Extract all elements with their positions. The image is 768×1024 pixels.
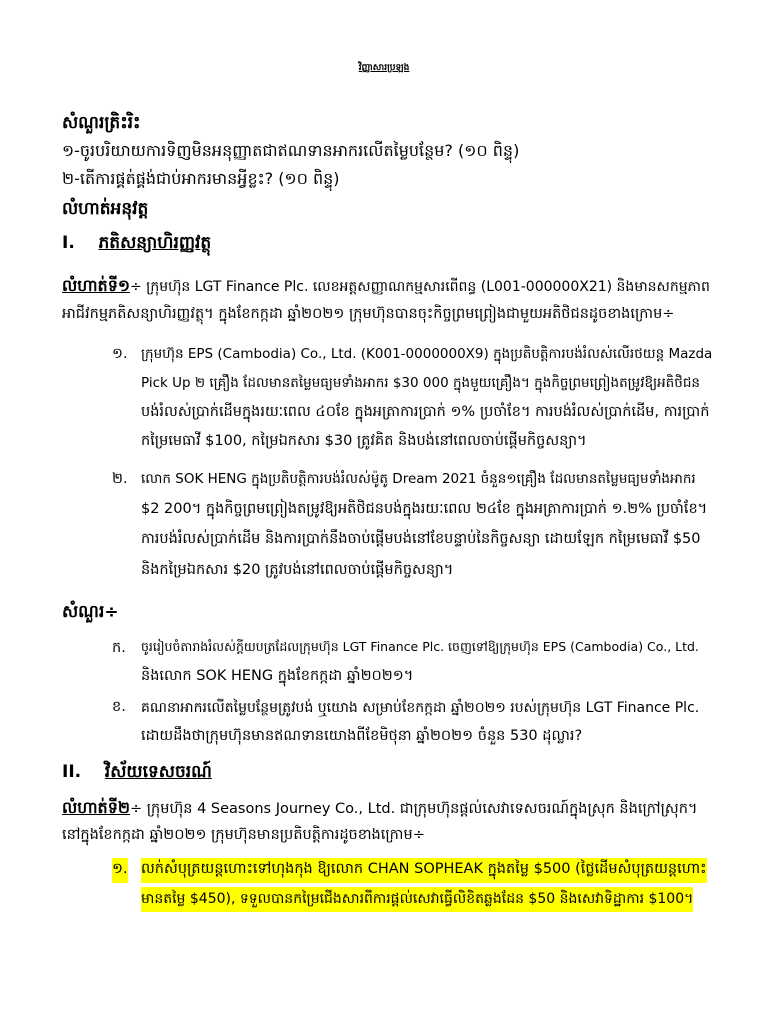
questions-heading: សំណួរត្រិះរិះ — [62, 113, 141, 133]
section1-item1-line: កម្រៃមេធាវី $100, កម្រៃឯកសារ $30 ត្រូវគិត និងបង់នៅពេលចាប់ផ្តើមកិច្ចសន្យា។ — [141, 433, 587, 449]
section1-intro-line2: អាជីវកម្មភតិសន្យាហិរញ្ញវត្ថុ។ ក្នុងខែកក្កដា ឆ្នាំ២០២១ ក្រុមហ៊ុនបានចុះកិច្ចព្រមព្រៀងជាមួយអតិថិជនដូចខាងក្រោម÷ — [62, 306, 675, 322]
question-2: ២-តើការផ្គត់ផ្គង់ជាប់អាករមានអ្វីខ្លះ? (១០ ពិន្ទុ) — [62, 169, 340, 188]
section2-title: វិស័យទេសចរណ៍ — [104, 762, 212, 782]
sub-question-a-line: ចូររៀបចំតារាងរំលស់ក្តីយបត្រដែលក្រុមហ៊ុន LGT Finance Plc. ចេញទៅឱ្យក្រុមហ៊ុន EPS (Cambodia) Co., Ltd. — [141, 639, 699, 654]
exercise2-label: លំហាត់ទី២ — [62, 798, 130, 817]
sub-question-b-letter: ខ. — [112, 699, 126, 715]
section1-number: I. — [62, 233, 75, 253]
section2-intro-line2: នៅក្នុងខែកក្កដា ឆ្នាំ២០២១ ក្រុមហ៊ុនមានប្រតិបត្តិការដូចខាងក្រោម÷ — [62, 827, 425, 843]
section1-item1-line: ក្រុមហ៊ុន EPS (Cambodia) Co., Ltd. (K001-0000000X9) ក្នុងប្រតិបត្តិការបង់រំលស់លើរថយន្ត Mazda — [141, 346, 713, 362]
section1-item2-line: លោក SOK HENG ក្នុងប្រតិបត្តិការបង់រំលស់ម៉ូតូ Dream 2021 ចំនួន១គ្រឿង ដែលមានតម្លៃមធ្យមទាំងអាករ — [141, 471, 696, 487]
section1-item1-line: បង់រំលស់ប្រាក់ដើមក្នុងរយៈពេល ៤០ខែ ក្នុងអត្រាការប្រាក់ ១% ប្រចាំខែ។ ការបង់រំលស់ប្រាក់ដើម, ការប្រាក់ — [141, 404, 710, 420]
section1-heading — [62, 232, 211, 257]
section1-item2-number: ២. — [112, 471, 128, 487]
section1-item2-line: ការបង់រំលស់ប្រាក់ដើម និងការប្រាក់នឹងចាប់ផ្តើមបង់នៅខែបន្ទាប់នៃកិច្ចសន្យា ដោយឡែក កម្រៃមេធាវី $50 — [141, 531, 701, 547]
sub-question-a-letter: ក. — [112, 640, 126, 656]
section2-intro-line1: លំហាត់ទី២÷ ក្រុមហ៊ុន 4 Seasons Journey Co., Ltd. ជាក្រុមហ៊ុនផ្តល់សេវាទេសចរណ៍ក្នុងស្រុក និងក្រៅស្រុក។ — [62, 798, 698, 817]
section1-item2-line: $2 200។ ក្នុងកិច្ចព្រមព្រៀងតម្រូវឱ្យអតិថិជនបង់ក្នុងរយៈពេល ២៤ខែ ក្នុងអត្រាការប្រាក់ ១.២% ប្រចាំខែ។ — [141, 501, 708, 517]
section2-item1-line: លក់សំបុត្រយន្តហោះទៅហុងកុង ឱ្យលោក CHAN SOPHEAK ក្នុងតម្លៃ $500 (ថ្លៃដើមសំបុត្រយន្តហោះ — [141, 858, 707, 883]
section2-number: II. — [62, 762, 82, 782]
section1-item2-line: និងកម្រៃឯកសារ $20 ត្រូវបង់នៅពេលចាប់ផ្តើមកិច្ចសន្យា។ — [141, 562, 454, 578]
sub-question-a-line: និងលោក SOK HENG ក្នុងខែកក្កដា ឆ្នាំ២០២១។ — [141, 668, 414, 684]
question-1: ១-ចូរបរិយាយការទិញមិនអនុញ្ញាតជាឥណទានអាករលើតម្លៃបន្ថែម? (១០ ពិន្ទុ) — [62, 141, 520, 160]
sub-question-b-line: គណនាអាករលើតម្លៃបន្ថែមត្រូវបង់ ឬយោង សម្រាប់ខែកក្កដា ឆ្នាំ២០២១ របស់ក្រុមហ៊ុន LGT Finance Plc. — [141, 700, 700, 716]
section1-title: ភតិសន្យាហិរញ្ញវត្ថុ — [98, 233, 212, 253]
sub-question-b-line: ដោយដឹងថាក្រុមហ៊ុនមានឥណទានយោងពីខែមិថុនា ឆ្នាំ២០២១ ចំនួន 530 ដុល្លារ? — [141, 728, 583, 744]
section1-questions-heading: សំណួរ÷ — [62, 602, 119, 622]
section2-item1-number: ១. — [112, 858, 128, 883]
exercise1-label: លំហាត់ទី១ — [62, 276, 130, 295]
page-title: វិញ្ញាសារប្រឡង — [358, 63, 410, 73]
section1-item1-line: Pick Up ២ គ្រឿង ដែលមានតម្លៃមធ្យមទាំងអាករ $30 000 ក្នុងមួយគ្រឿង។ ក្នុងកិច្ចព្រមព្រៀងតម្រូវឱ្យអតិថិជន — [141, 375, 700, 391]
section2-heading — [62, 761, 212, 786]
exercise-heading: លំហាត់អនុវត្ត — [62, 199, 149, 219]
section2-item1-line: មានតម្លៃ $450), ទទួលបានកម្រៃជើងសារពីការផ្តល់សេវាធ្វើលិខិតឆ្លងដែន $50 និងសេវាទិដ្ឋាការ $100។ — [141, 887, 693, 912]
section1-intro-line1: លំហាត់ទី១÷ ក្រុមហ៊ុន LGT Finance Plc. លេខអត្តសញ្ញាណកម្មសារពើពន្ធ (L001-000000X21) និងមានសកម្មភាព — [62, 276, 710, 295]
section1-item1-number: ១. — [112, 346, 128, 362]
